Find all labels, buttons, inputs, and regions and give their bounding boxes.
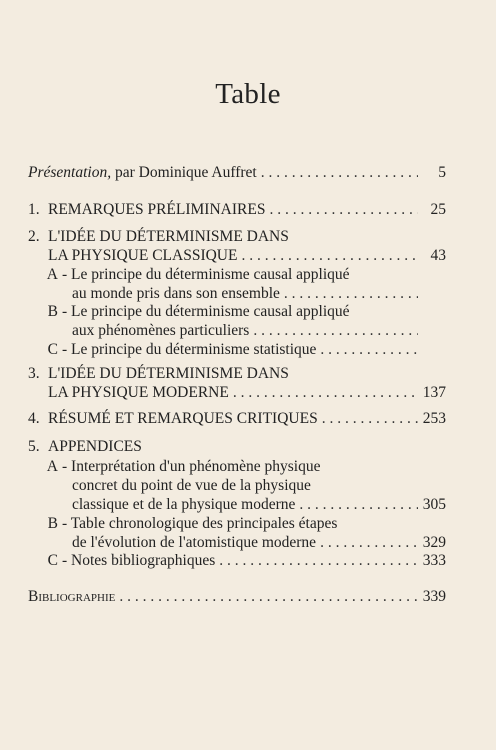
bibliography-label: Bibliographie: [28, 588, 116, 605]
sub-title-line-2: concret du point de vue de la physique: [72, 477, 311, 494]
page-number: 43: [430, 247, 446, 264]
toc-subentry-2c[interactable]: C - Le principe du déterminisme statistique . . .: [28, 340, 446, 360]
section-number: 2.: [28, 228, 40, 245]
toc-entry-section-3-end[interactable]: [28, 383, 446, 403]
toc-entry-bibliography[interactable]: [28, 587, 446, 607]
dot-leader: [219, 551, 418, 571]
page-number: 329: [422, 534, 446, 551]
sub-title-line-2: aux phénomènes particuliers: [72, 322, 250, 339]
section-title-line-2: LA PHYSIQUE MODERNE: [48, 384, 229, 401]
page-number: 333: [422, 552, 446, 569]
toc-entry-section-2-end[interactable]: [28, 246, 446, 266]
section-title: REMARQUES PRÉLIMINAIRES: [48, 201, 266, 218]
dot-leader: [322, 409, 418, 429]
presentation-label: Présentation,: [28, 164, 112, 181]
dot-leader: [299, 495, 418, 515]
toc-entry-section-5[interactable]: [28, 437, 142, 457]
section-number: 5.: [28, 438, 40, 455]
sub-letter: C: [47, 341, 58, 358]
page-number: 305: [422, 496, 446, 513]
section-title: RÉSUMÉ ET REMARQUES CRITIQUES: [48, 410, 318, 427]
section-title: APPENDICES: [48, 438, 142, 455]
toc-entry-presentation[interactable]: [28, 163, 446, 183]
toc-subentry-5a[interactable]: A - Interprétation d'un phénomène physique: [28, 457, 320, 477]
section-number: 4.: [28, 410, 40, 427]
page-number: 5: [438, 164, 446, 181]
dot-leader: [284, 284, 418, 304]
toc-entry-section-2[interactable]: [28, 227, 289, 247]
sub-title-line-1: Table chronologique des principales étapes: [70, 515, 338, 532]
section-title-line-1: L'IDÉE DU DÉTERMINISME DANS: [48, 365, 289, 382]
section-number: 1.: [28, 201, 40, 218]
sub-letter: B: [47, 515, 58, 532]
sub-title-line-2: de l'évolution de l'atomistique moderne: [72, 534, 317, 551]
sub-title: Le principe du déterminisme statistique: [71, 341, 317, 358]
section-title-line-2: LA PHYSIQUE CLASSIQUE: [48, 247, 238, 264]
toc-entry-section-1[interactable]: [28, 200, 446, 220]
presentation-author: par Dominique Auffret: [111, 164, 257, 181]
toc-subentry-2b-end[interactable]: [72, 321, 446, 341]
dot-leader: [233, 383, 418, 403]
dot-leader: [320, 340, 418, 360]
dot-leader: [261, 163, 418, 183]
sub-title-line-1: Le principe du déterminisme causal appliqué: [71, 303, 350, 320]
sub-letter: A: [46, 458, 58, 475]
sub-title-line-3: classique et de la physique moderne: [72, 496, 296, 513]
dot-leader: [320, 533, 418, 553]
section-title-line-1: L'IDÉE DU DÉTERMINISME DANS: [48, 228, 289, 245]
sub-title-line-1: Le principe du déterminisme causal appliqué: [71, 266, 350, 283]
dot-leader: [253, 321, 418, 341]
toc-subentry-5a-end[interactable]: [72, 495, 446, 515]
toc-entry-section-3[interactable]: [28, 364, 289, 384]
toc-subentry-5b[interactable]: B - Table chronologique des principales étapes: [28, 514, 337, 534]
sub-title-line-2: au monde pris dans son ensemble: [72, 285, 280, 302]
dot-leader: [119, 587, 418, 607]
section-number: 3.: [28, 365, 40, 382]
toc-subentry-5b-end[interactable]: [72, 533, 446, 553]
page-number: 253: [422, 410, 446, 427]
toc-subentry-5c[interactable]: C - Notes bibliographiques . . . 333: [28, 551, 446, 571]
sub-letter: A: [46, 266, 58, 283]
toc-subentry-5a-line-2: [72, 476, 311, 496]
dot-leader: [269, 200, 418, 220]
page-number: 25: [430, 201, 446, 218]
page-number: 339: [422, 588, 446, 605]
toc-subentry-2a[interactable]: A - Le principe du déterminisme causal appliqué: [28, 265, 350, 285]
page-number: 137: [422, 384, 446, 401]
sub-letter: B: [47, 303, 58, 320]
dot-leader: [241, 246, 418, 266]
sub-title: Notes bibliographiques: [71, 552, 216, 569]
toc-subentry-2b[interactable]: B - Le principe du déterminisme causal appliqué: [28, 302, 350, 322]
toc-subentry-2a-end[interactable]: [72, 284, 446, 304]
toc-entry-section-4[interactable]: [28, 409, 446, 429]
page-title: Table: [215, 78, 281, 110]
sub-title-line-1: Interprétation d'un phénomène physique: [71, 458, 321, 475]
sub-letter: C: [47, 552, 58, 569]
